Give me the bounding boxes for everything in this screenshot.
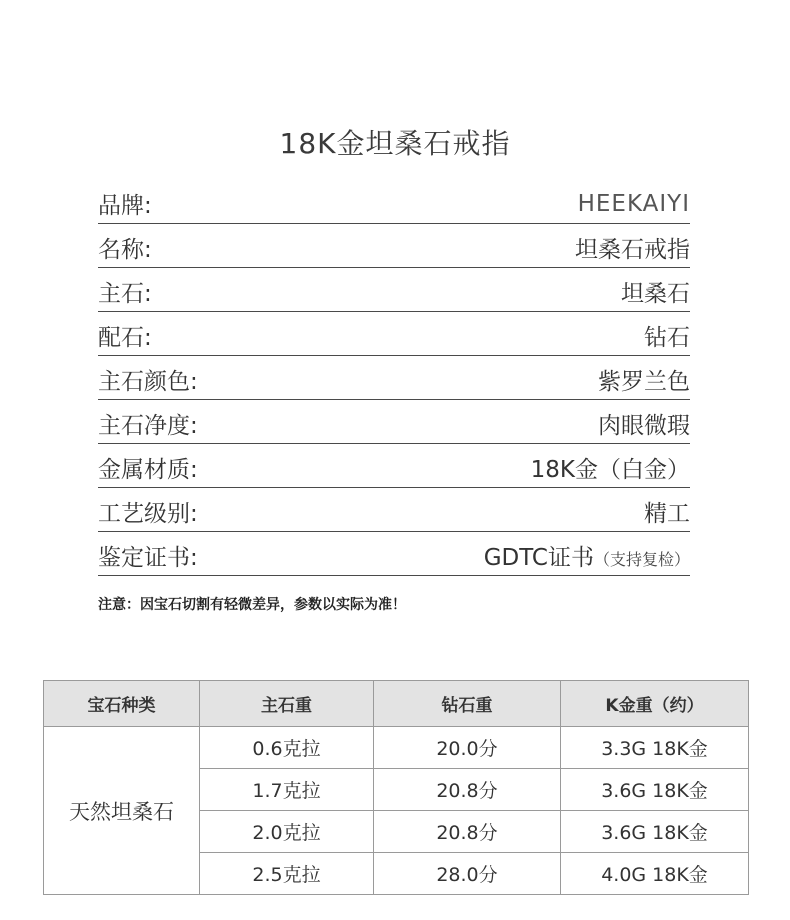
spec-value: 坦桑石 — [621, 281, 690, 307]
spec-row-main-stone — [98, 268, 690, 312]
spec-row-side-stone — [98, 312, 690, 356]
spec-row-certificate — [98, 532, 690, 576]
table-header: 宝石种类 — [44, 681, 200, 727]
spec-label: 主石净度: — [98, 413, 198, 439]
spec-row-brand — [98, 180, 690, 224]
table-row — [44, 727, 749, 769]
table-cell: 3.3G 18K金 — [561, 727, 749, 769]
spec-value: 18K金（白金） — [530, 457, 690, 483]
spec-value: 钻石 — [644, 325, 690, 351]
spec-table — [43, 680, 749, 895]
spec-row-name — [98, 224, 690, 268]
table-cell: 4.0G 18K金 — [561, 853, 749, 895]
table-header: 钻石重 — [374, 681, 561, 727]
table-cell: 0.6克拉 — [200, 727, 374, 769]
spec-value: 紫罗兰色 — [598, 369, 690, 395]
spec-row-craft — [98, 488, 690, 532]
spec-label: 名称: — [98, 237, 152, 263]
spec-row-metal — [98, 444, 690, 488]
notice-text: 注意：因宝石切割有轻微差异，参数以实际为准！ — [98, 597, 406, 613]
spec-label: 配石: — [98, 325, 152, 351]
spec-label: 主石颜色: — [98, 369, 198, 395]
spec-value: 肉眼微瑕 — [598, 413, 690, 439]
spec-row-clarity — [98, 400, 690, 444]
table-cell: 1.7克拉 — [200, 769, 374, 811]
spec-value: HEEKAIYI — [577, 190, 690, 217]
spec-label: 金属材质: — [98, 457, 198, 483]
table-cell: 3.6G 18K金 — [561, 811, 749, 853]
page-title: 18K金坦桑石戒指 — [279, 127, 511, 160]
spec-label: 工艺级别: — [98, 501, 198, 527]
spec-label: 品牌: — [98, 193, 152, 219]
spec-value: GDTC证书 — [483, 545, 594, 571]
table-cell: 3.6G 18K金 — [561, 769, 749, 811]
spec-value: 坦桑石戒指 — [575, 237, 690, 263]
table-cell: 2.5克拉 — [200, 853, 374, 895]
spec-value-group — [484, 539, 690, 572]
spec-label: 主石: — [98, 281, 152, 307]
table-header: 主石重 — [200, 681, 374, 727]
table-cell: 28.0分 — [374, 853, 561, 895]
table-cell: 20.8分 — [374, 769, 561, 811]
table-cell: 2.0克拉 — [200, 811, 374, 853]
spec-note: （支持复检） — [593, 550, 690, 569]
table-cell: 20.0分 — [374, 727, 561, 769]
spec-list — [98, 180, 690, 576]
table-cell: 20.8分 — [374, 811, 561, 853]
gem-type-cell: 天然坦桑石 — [44, 727, 200, 895]
spec-value: 精工 — [644, 501, 690, 527]
table-header: K金重（约） — [561, 681, 749, 727]
table-header-row — [44, 681, 749, 727]
spec-row-color — [98, 356, 690, 400]
spec-label: 鉴定证书: — [98, 545, 198, 571]
